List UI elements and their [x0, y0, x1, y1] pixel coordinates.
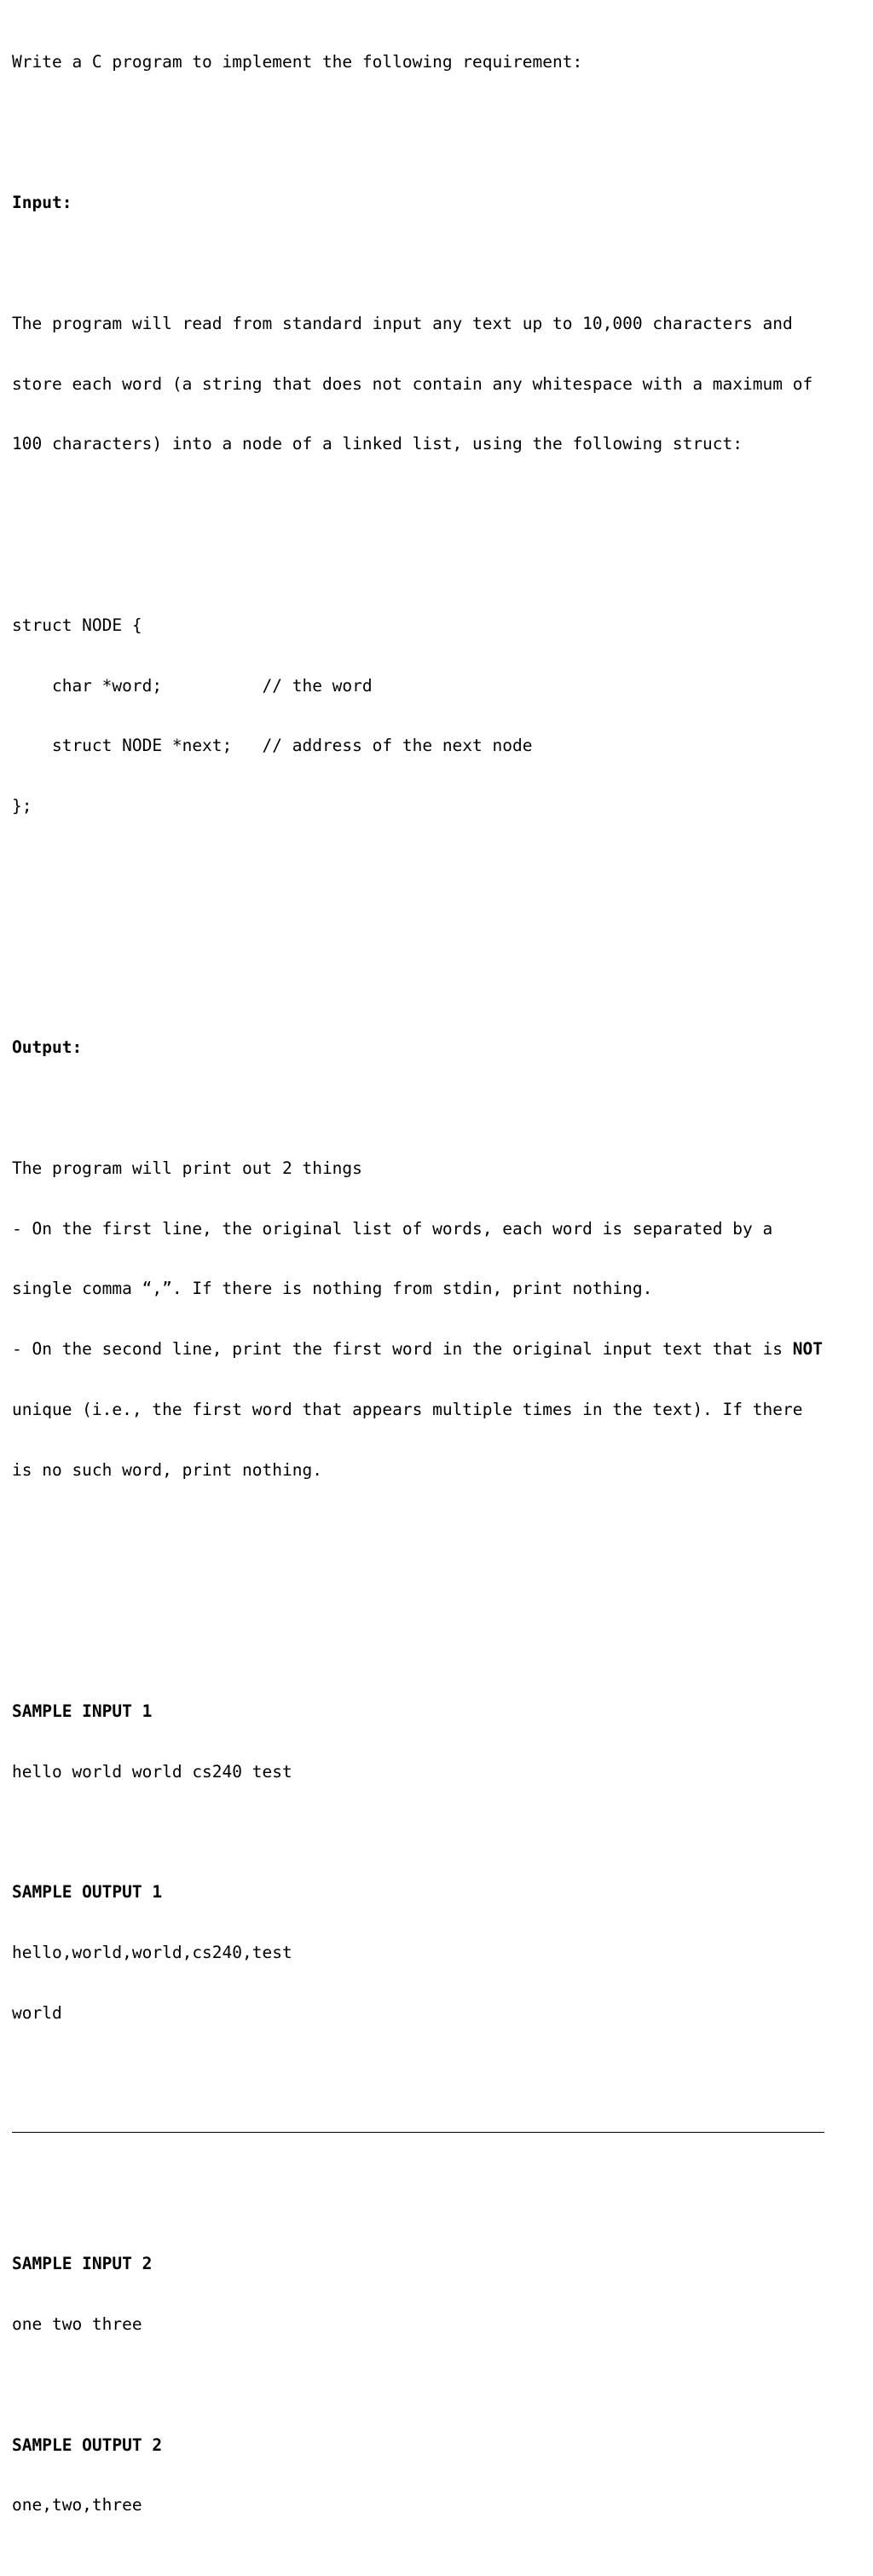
output-description-line — [12, 1339, 864, 1360]
sample-input-text: hello world world cs240 test — [12, 1761, 292, 1782]
spacer — [12, 1098, 864, 1118]
output-description-line: - On the first line, the original list of words, each word is separated by a — [12, 1218, 773, 1239]
spacer — [12, 1580, 864, 1601]
code-line: struct NODE { — [12, 615, 142, 635]
intro-text: Write a C program to implement the following requirement: — [12, 52, 583, 72]
input-description-line: 100 characters) into a node of a linked list, using the following struct: — [12, 434, 743, 454]
sample-output-line: one,two,three — [12, 2495, 142, 2515]
output-description-line: The program will print out 2 things — [12, 1158, 362, 1178]
spacer — [12, 1521, 864, 1541]
spacer — [12, 494, 864, 515]
code-line: struct NODE *next; // address of the next node — [12, 736, 533, 756]
sample-output-heading: SAMPLE OUTPUT 1 — [12, 1882, 163, 1903]
spacer — [12, 957, 864, 978]
input-description-line: store each word (a string that does not contain any whitespace with a maximum of — [12, 373, 813, 394]
spacer — [12, 897, 864, 917]
sample-input-heading: SAMPLE INPUT 1 — [12, 1701, 153, 1721]
output-description-line: single comma “,”. If there is nothing from stdin, print nothing. — [12, 1279, 653, 1299]
spacer — [12, 2375, 864, 2395]
output-description-line: is no such word, print nothing. — [12, 1459, 322, 1480]
sample-input-text: one two three — [12, 2314, 142, 2335]
input-heading: Input: — [12, 193, 72, 213]
spacer — [12, 113, 864, 133]
sample-block-2 — [12, 2214, 864, 2556]
line-text: - On the second line, print the first word in the original input text that is — [12, 1339, 793, 1360]
input-description-line: The program will read from standard input any text up to 10,000 characters and — [12, 313, 793, 333]
code-line: }; — [12, 796, 32, 817]
sample-output-line: hello,world,world,cs240,test — [12, 1943, 292, 1962]
sample-output-heading: SAMPLE OUTPUT 2 — [12, 2434, 163, 2455]
horizontal-divider — [12, 2132, 824, 2133]
sample-input-heading: SAMPLE INPUT 2 — [12, 2254, 153, 2274]
sample-block-1 — [12, 1661, 864, 2064]
problem-statement — [12, 12, 864, 2576]
output-description-line: unique (i.e., the first word that appears multiple times in the text). If there — [12, 1399, 803, 1419]
code-line: char *word; // the word — [12, 675, 373, 696]
spacer — [12, 1822, 864, 1842]
output-heading: Output: — [12, 1037, 83, 1058]
emphasis-not: NOT — [792, 1339, 823, 1360]
spacer — [12, 253, 864, 274]
struct-code-block — [12, 575, 864, 857]
sample-output-line: world — [12, 2002, 62, 2023]
